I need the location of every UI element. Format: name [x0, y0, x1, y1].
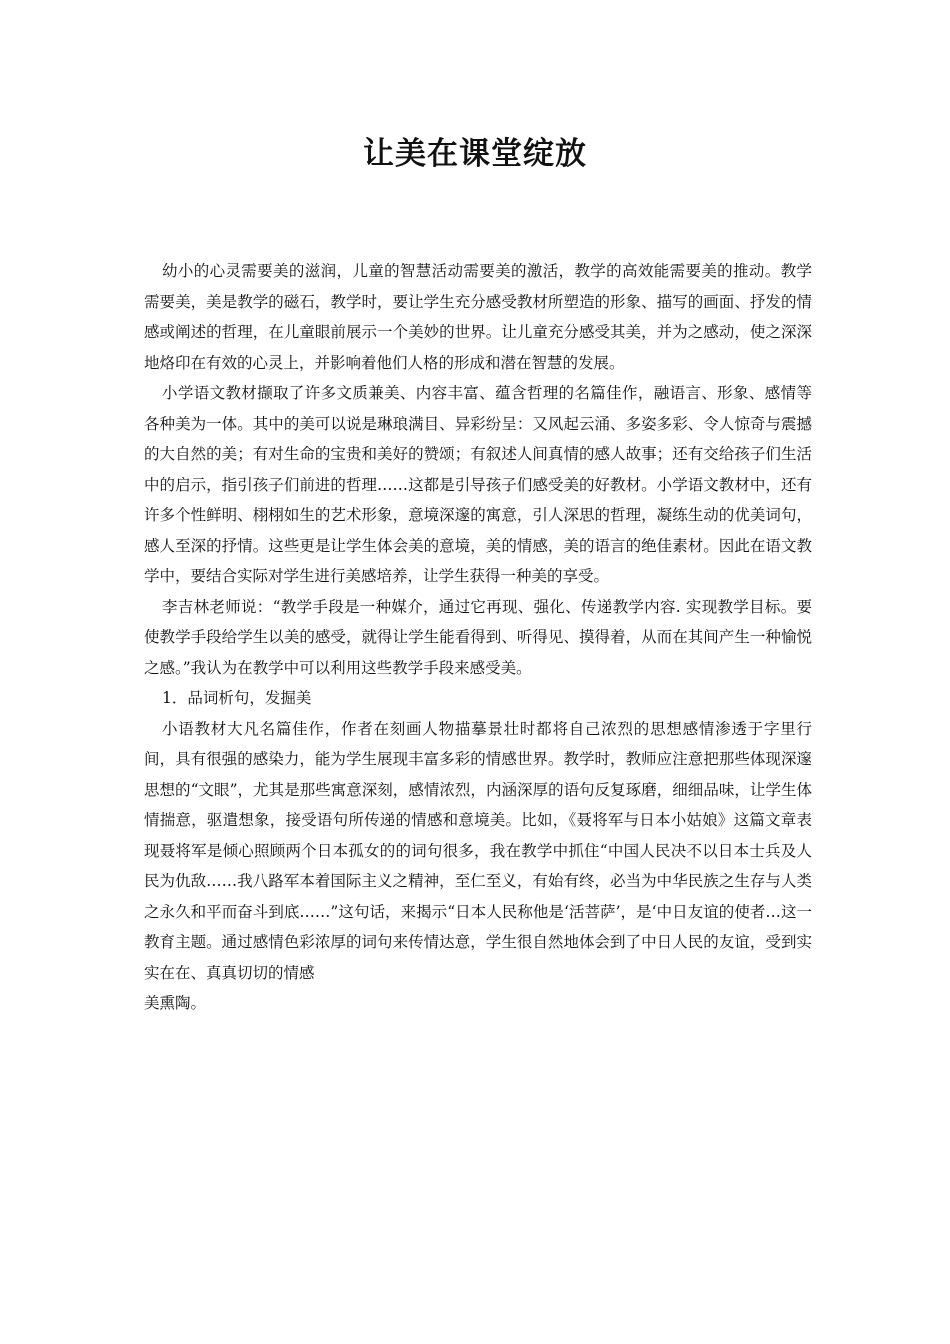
paragraph-3: 李吉林老师说：“教学手段是一种媒介，通过它再现、强化、传递教学内容. 实现教学目标。要使教学手段给学生以美的感受，就得让学生能看得到、听得见、摸得着，从而在其间产生一种愉悦之感。”我认为在教学中可以利用这些教学手段来感受美。 [144, 597, 812, 677]
document-body [144, 256, 812, 1019]
paragraph-2: 小学语文教材撷取了许多文质兼美、内容丰富、蕴含哲理的名篇佳作，融语言、形象、感情等各种美为一体。其中的美可以说是琳琅满目、异彩纷呈：又风起云涌、多姿多彩、令人惊奇与震撼的大自然的美；有对生命的宝贵和美好的赞颂；有叙述人间真情的感人故事；还有交给孩子们生活中的启示，指引孩子们前进的哲理……这都是引导孩子们感受美的好教材。小学语文教材中，还有许多个性鲜明、栩栩如生的艺术形象，意境深邃的寓意，引人深思的哲理，凝练生动的优美词句，感人至深的抒情。这些更是让学生体会美的意境，美的情感，美的语言的绝佳素材。因此在语文教学中，要结合实际对学生进行美感培养，让学生获得一种美的享受。 [144, 384, 812, 585]
paragraph-4: 小语教材大凡名篇佳作，作者在刻画人物描摹景壮时都将自己浓烈的思想感情渗透于字里行间，具有很强的感染力，能为学生展现丰富多彩的情感世界。教学时，教师应注意把那些体现深邃思想的“文眼”，尤其是那些寓意深刻，感情浓烈，内涵深厚的语句反复琢磨，细细品味，让学生体情揣意，驱遣想象，接受语句所传递的情感和意境美。比如，《聂将军与日本小姑娘》这篇文章表现聂将军是倾心照顾两个日本孤女的的词句很多，我在教学中抓住“中国人民决不以日本士兵及人民为仇敌……我八路军本着国际主义之精神，至仁至义，有始有终，必当为中华民族之生存与人类之永久和平而奋斗到底……”这句话，来揭示“日本人民称他是‘活菩萨’，是‘中日友谊的使者…这一教育主题。通过感情色彩浓厚的词句来传情达意，学生很自然地体会到了中日人民的友谊，受到实实在在、真真切切的情感 [144, 719, 812, 982]
paragraph-tail: 美熏陶。 [144, 994, 207, 1012]
paragraph-1: 幼小的心灵需要美的滋润，儿童的智慧活动需要美的激活，教学的高效能需要美的推动。教学需要美，美是教学的磁石，教学时，要让学生充分感受教材所塑造的形象、描写的画面、抒发的情感或阐述的哲理，在儿童眼前展示一个美妙的世界。让儿童充分感受其美，并为之感动，使之深深地烙印在有效的心灵上，并影响着他们人格的形成和潜在智慧的发展。 [144, 262, 812, 372]
section-heading: 1．品词析句，发掘美 [162, 689, 312, 707]
document-title: 让美在课堂绽放 [363, 136, 587, 172]
